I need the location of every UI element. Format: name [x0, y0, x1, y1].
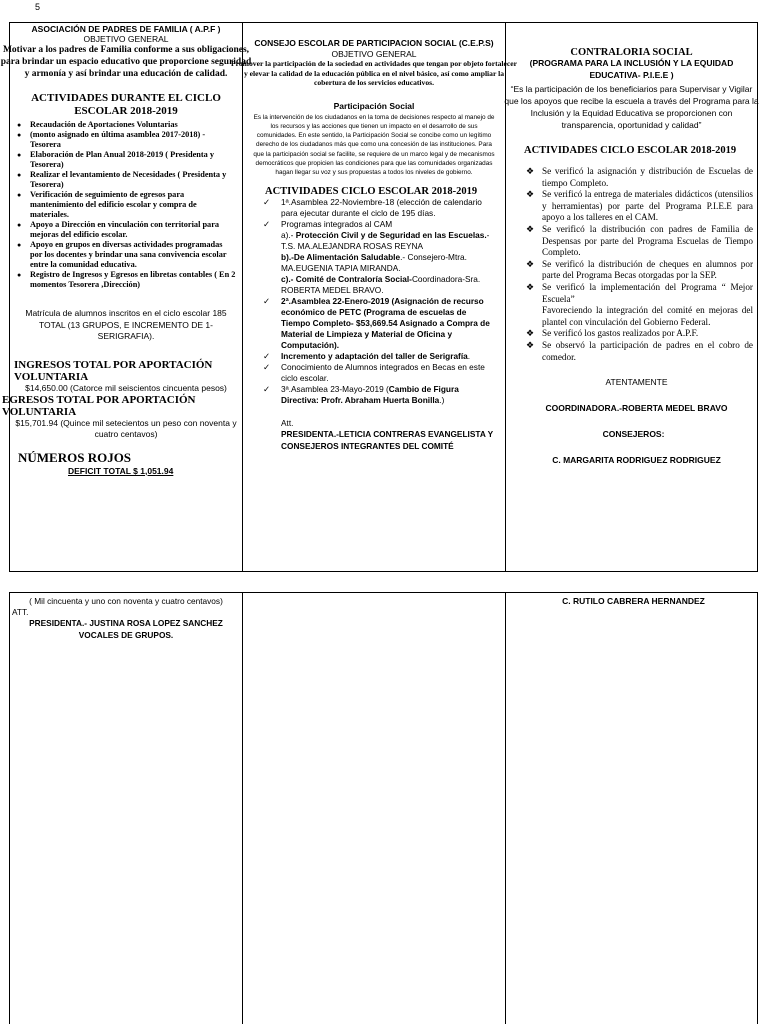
list-item: ❖ Se verificó los gastos realizados por A.P.F.	[526, 328, 699, 339]
diamond-bullet-icon: ❖	[526, 328, 535, 339]
page-number: 5	[35, 2, 41, 12]
list-item: a).- Protección Civil y de Seguridad en las Escuelas.- T.S. MA.ALEJANDRA ROSAS REYNA	[281, 229, 490, 251]
contraloria-title: CONTRALORIA SOCIAL	[570, 47, 693, 58]
triptych-panel-bottom	[9, 592, 758, 1024]
apf-att: ATT.	[12, 607, 29, 617]
list-item: ❖ Se verificó la distribución con padres de Familia de Despensas por parte del Programa Escuelas de Tiempo Completo.	[526, 223, 753, 258]
contraloria-program: (PROGRAMA PARA LA INCLUSIÓN Y LA EQUIDAD EDUCATIVA- P.I.E.E )	[529, 58, 734, 80]
diamond-bullet-icon: ❖	[526, 166, 535, 176]
ceps-objective-text: Promover la participación de la sociedad en actividades que tengan por objeto fortalecer y elevar la calidad de la educación pública en el nivel básico, así como ampliar la cobertura de los servicios educativos.	[231, 59, 518, 87]
ceps-objective-label: OBJETIVO GENERAL	[331, 49, 417, 59]
list-item: ❖ Se verificó la asignación y distribución de Escuelas de tiempo Completo.	[526, 166, 753, 188]
list-item: ❖ Se verificó la distribución de cheques en alumnos por parte del Programa Becas otorgadas por la SEP.	[526, 258, 753, 281]
ceps-column	[231, 23, 518, 571]
ceps-title: CONSEJO ESCOLAR DE PARTICIPACION SOCIAL (C.E.P.S)	[254, 38, 494, 48]
diamond-bullet-icon: ❖	[526, 223, 535, 234]
list-item: ✓ Programas integrados al CAM	[263, 218, 393, 229]
list-item: ● Registro de Ingresos y Egresos en libretas contables ( En 2 momentos Tesorera ,Dirección)	[17, 270, 236, 289]
enrollment-text: Matrícula de alumnos inscritos en el ciclo escolar 185 TOTAL (13 GRUPOS, E INCREMENTO DE 1- SERIGRAFIA).	[25, 308, 227, 341]
social-participation-title: Participación Social	[333, 100, 415, 111]
list-item: ❖ Se observó la participación de padres en el cobro de comedor.	[526, 339, 753, 362]
social-participation-text: Es la intervención de los ciudadanos en la toma de decisiones respecto al manejo de los recursos y las acciones que tienen un impacto en el desarrollo de sus comunidades. En este sentido, la Participación Social se concibe como un legítimo derecho de los ciudadanos más que como una concesión de las instituciones. Para que la participación social se facilite, se requiere de un marco legal y de mecanismos democráticos que propicien las condiciones para que las comunidades organizadas hagan llegar su voz y sus propuestas a todos los niveles de gobierno.	[253, 113, 495, 177]
check-icon: ✓	[263, 218, 271, 229]
apf-objective-text: Motivar a los padres de Familia conforme a sus obligaciones, para brindar un espacio educativo que proporcione seguridad y armonía y así brindar una educación de calidad.	[0, 45, 252, 79]
diamond-bullet-icon: ❖	[526, 339, 535, 350]
expense-title: EGRESOS TOTAL POR APORTACIÓN VOLUNTARIA	[2, 393, 196, 418]
check-icon: ✓	[263, 383, 271, 394]
expense-amount: $15,701.94 (Quince mil setecientos un peso con noventa y cuatro centavos)	[15, 417, 237, 439]
apf-objective-label: OBJETIVO GENERAL	[83, 34, 169, 44]
apf-column-continued	[10, 593, 242, 1024]
list-item: ● Apoyo a Dirección en vinculación con territorial para mejoras del edificio escolar.	[17, 220, 220, 239]
check-icon: ✓	[263, 350, 271, 361]
diamond-bullet-icon: ❖	[526, 258, 535, 269]
list-item: ✓ 2ª.Asamblea 22-Enero-2019 (Asignación de recurso económico de PETC (Programa de escuelas de Tiempo Completo- $53,669.54 Asignado a Compra de Material de Limpieza y Material de Oficina y Computación).	[263, 295, 490, 350]
deficit-in-words: ( Mil cincuenta y uno con noventa y cuatro centavos)	[29, 596, 223, 606]
apf-title: ASOCIACIÓN DE PADRES DE FAMILIA ( A.P.F )	[31, 24, 221, 34]
check-icon: ✓	[263, 196, 271, 207]
list-item: ● Realizar el levantamiento de Necesidades ( Presidenta y Tesorera)	[17, 170, 227, 189]
ceps-att: Att.	[281, 417, 294, 428]
contraloria-activities-title: ACTIVIDADES CICLO ESCOLAR 2018-2019	[524, 145, 737, 156]
contraloria-activities-list	[506, 166, 757, 363]
list-item: ● Recaudación de Aportaciones Voluntarias	[17, 120, 178, 129]
ceps-activities-title: ACTIVIDADES CICLO ESCOLAR 2018-2019	[265, 185, 478, 197]
ceps-column-continued	[242, 593, 505, 1024]
contraloria-quote: “Es la participación de los beneficiarios para Supervisar y Vigilar que los apoyos que recibe la escuela a través del Programa para la Inclusión y la Equidad Educativa se proporcionen con transparencia, oportunidad y calidad”	[504, 84, 759, 130]
ceps-activities-list	[243, 197, 505, 406]
councilor-name-2: C. RUTILO CABRERA HERNANDEZ	[562, 596, 705, 606]
ceps-president: PRESIDENTA.-LETICIA CONTRERAS EVANGELISTA Y CONSEJEROS INTEGRANTES DEL COMITÉ	[281, 428, 494, 451]
check-icon: ✓	[263, 361, 271, 372]
list-item: ● Elaboración de Plan Anual 2018-2019 ( Presidenta y Tesorera)	[17, 150, 215, 169]
check-icon: ✓	[263, 295, 271, 306]
councilors-label: CONSEJEROS:	[602, 429, 665, 440]
diamond-bullet-icon: ❖	[526, 189, 535, 200]
income-amount: $14,650.00 (Catorce mil seiscientos cincuenta pesos)	[25, 382, 227, 393]
list-item: ❖ Se verificó la implementación del Programa “ Mejor Escuela” Favoreciendo la integración del comité en mejoras del plantel con vinculación del Gobierno Federal.	[526, 281, 753, 327]
deficit-total: DEFICIT TOTAL $ 1,051.94	[68, 465, 174, 476]
list-item: ✓ 1ª.Asamblea 22-Noviembre-18 (elección de calendario para ejecutar durante el ciclo de 195 días.	[263, 196, 482, 218]
contraloria-column-continued	[505, 593, 757, 1024]
list-item: b).-De Alimentación Saludable.- Consejero-Mtra. MA.EUGENIA TAPIA MIRANDA.	[281, 251, 467, 273]
coordinator-signature: COORDINADORA.-ROBERTA MEDEL BRAVO	[545, 403, 728, 414]
list-item: ✓ Conocimiento de Alumnos integrados en Becas en este ciclo escolar.	[263, 361, 485, 383]
list-item: ● (monto asignado en última asamblea 2017-2018) - Tesorera	[17, 130, 206, 149]
councilor-name: C. MARGARITA RODRIGUEZ RODRIGUEZ	[552, 455, 721, 466]
closing-text: ATENTAMENTE	[605, 377, 668, 388]
list-item: ✓ Incremento y adaptación del taller de Serigrafía.	[263, 350, 471, 361]
apf-activities-title: ACTIVIDADES DURANTE EL CICLO ESCOLAR 2018-2019	[31, 92, 221, 117]
income-title: INGRESOS TOTAL POR APORTACIÓN VOLUNTARIA	[14, 358, 213, 383]
apf-president-signature: PRESIDENTA.- JUSTINA ROSA LOPEZ SANCHEZ VOCALES DE GRUPOS.	[29, 618, 223, 640]
list-item: ● Apoyo en grupos en diversas actividades programadas por los docentes y brindar una sana convivencia escolar entre la comunidad educativa.	[17, 240, 227, 269]
apf-column	[0, 23, 252, 571]
red-numbers-title: NÚMEROS ROJOS	[18, 449, 132, 465]
triptych-panel-top	[0, 22, 759, 572]
apf-activities-list	[10, 120, 242, 290]
diamond-bullet-icon: ❖	[526, 281, 535, 292]
contraloria-column	[505, 23, 757, 571]
list-item: ✓ 3ª.Asamblea 23-Mayo-2019 (Cambio de Figura Directiva: Profr. Abraham Huerta Bonilla.)	[263, 383, 459, 405]
list-item: c).- Comité de Contraloría Social-Coordinadora-Sra. ROBERTA MEDEL BRAVO.	[281, 273, 481, 295]
list-item: ● Verificación de seguimiento de egresos para mantenimiento del edificio escolar y compra de materiales.	[17, 190, 197, 219]
list-item: ❖ Se verificó la entrega de materiales didácticos (utensilios y herramientas) por parte del Programa P.I.E.E para apoyo a los talleres en el CAM.	[526, 189, 753, 223]
